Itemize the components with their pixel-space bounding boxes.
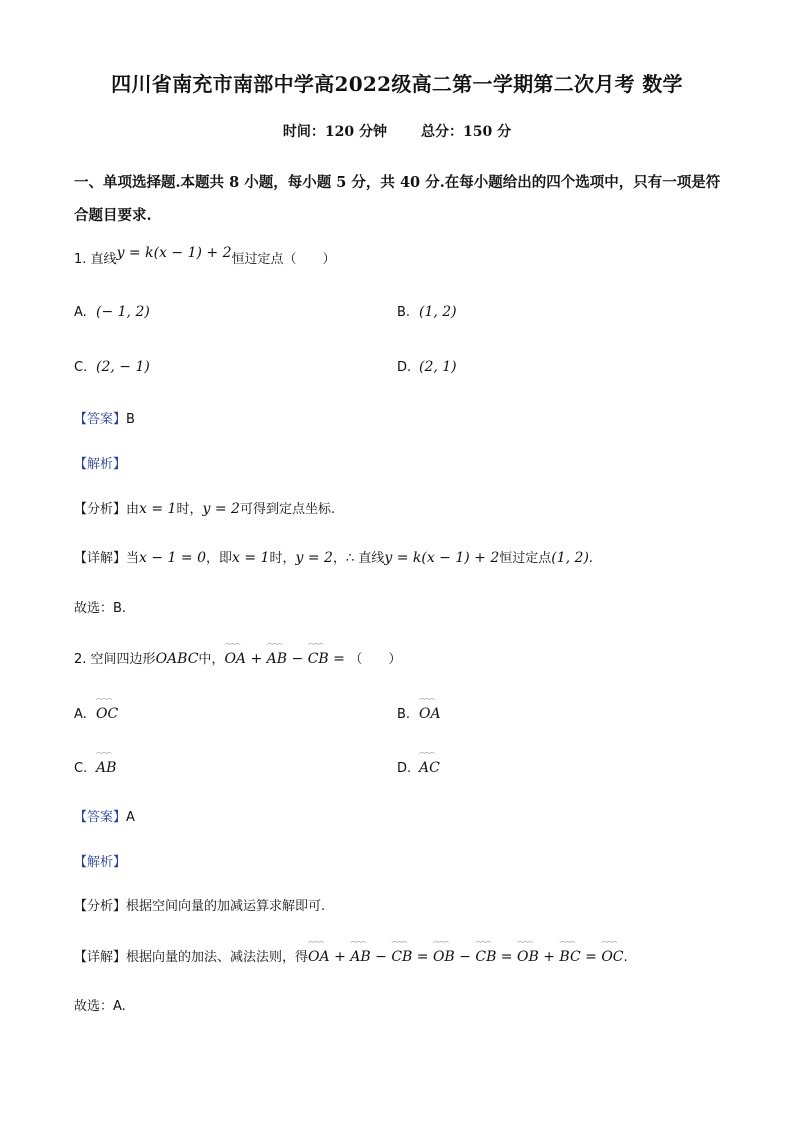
fenxi-tag: 【分析】 <box>74 899 127 914</box>
option-label: D. <box>397 360 412 375</box>
answer-tag: 【答案】 <box>74 810 127 825</box>
question-number: 2. <box>74 652 87 667</box>
stem-text: 中， <box>198 652 225 667</box>
formula: y = k(x − 1) + 2 <box>384 550 500 566</box>
stem-text: 空间四边形 <box>90 652 156 667</box>
q1-option-a <box>74 304 150 320</box>
vector: ⌒⌒⌒ BC <box>559 943 580 965</box>
detail-tag: 【详解】 <box>74 551 127 566</box>
option-label: B. <box>397 707 411 722</box>
q1-choice: 故选：B. <box>74 601 127 616</box>
text: . <box>588 551 594 566</box>
option-label: D. <box>397 761 412 776</box>
exam-meta <box>0 121 794 141</box>
text: ，即 <box>206 551 233 566</box>
formula: x − 1 = 0 <box>139 550 207 566</box>
option-value: ⌒⌒⌒ OA <box>419 700 441 722</box>
q1-option-d <box>397 359 457 375</box>
q1-detail <box>74 547 593 566</box>
stem-text: 直线 <box>90 252 117 267</box>
formula: OABC <box>155 651 199 667</box>
stem-text: （ ） <box>349 652 402 667</box>
text: 根据向量的加法、减法法则，得 <box>126 950 309 965</box>
answer-tag: 【答案】 <box>74 412 127 427</box>
question-2-stem: 2. 空间四边形OABC中，⌒⌒⌒ OA + ⌒⌒⌒ AB − ⌒⌒⌒ CB = （ ） <box>74 645 401 667</box>
formula: y = 2 <box>295 550 333 566</box>
analysis-tag: 【解析】 <box>74 457 127 472</box>
answer-value: A <box>126 810 135 825</box>
q2-answer <box>74 806 135 825</box>
q1-fenxi <box>74 498 335 517</box>
vector: ⌒⌒⌒ AB <box>267 645 287 667</box>
option-value: (2, 1) <box>419 359 457 375</box>
detail-tag: 【详解】 <box>74 950 127 965</box>
formula: (1, 2) <box>551 550 589 566</box>
text: 根据空间向量的加减运算求解即可. <box>126 899 326 914</box>
q2-fenxi <box>74 895 325 914</box>
stem-formula: y = k(x − 1) + 2 <box>116 245 232 261</box>
q1-analysis-tag <box>74 453 126 472</box>
q2-option-a <box>74 700 118 722</box>
option-label: C. <box>74 360 88 375</box>
option-value: (− 1, 2) <box>96 304 150 320</box>
q2-detail: 【详解】根据向量的加法、减法法则，得⌒⌒⌒ OA + ⌒⌒⌒ AB − ⌒⌒⌒ CB = ⌒⌒⌒ OB − ⌒⌒⌒ CB = ⌒⌒⌒ OB + ⌒⌒⌒ BC = ⌒⌒⌒ OC. <box>74 943 628 965</box>
vector: ⌒⌒⌒ OA <box>224 645 246 667</box>
option-value: (1, 2) <box>419 304 457 320</box>
stem-text: 恒过定点（ ） <box>231 252 336 267</box>
option-label: A. <box>74 707 87 722</box>
vector: ⌒⌒⌒ OC <box>601 943 623 965</box>
vector: ⌒⌒⌒ CB <box>308 645 329 667</box>
fenxi-tag: 【分析】 <box>74 502 127 517</box>
section-heading: 一、单项选择题.本题共 8 小题，每小题 5 分，共 40 分.在每小题给出的四个选项中，只有一项是符合题目要求. <box>74 174 721 224</box>
q2-option-b <box>397 700 441 722</box>
formula: x = 1 <box>139 501 177 517</box>
q1-option-c <box>74 359 150 375</box>
question-1-stem <box>74 245 336 267</box>
text: . <box>623 950 628 965</box>
analysis-tag: 【解析】 <box>74 855 127 870</box>
answer-value: B <box>126 412 135 427</box>
text: 可得到定点坐标. <box>239 502 336 517</box>
option-value: ⌒⌒⌒ AC <box>419 754 440 776</box>
question-number: 1. <box>74 252 87 267</box>
text: 时， <box>176 502 203 517</box>
formula: x = 1 <box>232 550 270 566</box>
q1-option-b <box>397 304 457 320</box>
option-label: B. <box>397 305 411 320</box>
q2-option-d <box>397 754 440 776</box>
page-title: 四川省南充市南部中学高2022级高二第一学期第二次月考 数学 <box>111 72 683 96</box>
q2-choice: 故选：A. <box>74 999 126 1014</box>
option-value: ⌒⌒⌒ AB <box>96 754 116 776</box>
exam-time: 时间：120 分钟 <box>282 124 387 140</box>
vector: ⌒⌒⌒ CB <box>391 943 412 965</box>
text: 当 <box>126 551 140 566</box>
text: 时， <box>269 551 296 566</box>
text: 由 <box>126 502 140 517</box>
q2-option-c <box>74 754 116 776</box>
option-value: ⌒⌒⌒ OC <box>96 700 118 722</box>
vector: ⌒⌒⌒ OA <box>308 943 330 965</box>
option-value: (2, − 1) <box>96 359 150 375</box>
vector: ⌒⌒⌒ CB <box>475 943 496 965</box>
vector: ⌒⌒⌒ OB <box>433 943 455 965</box>
formula: y = 2 <box>202 501 240 517</box>
text: ，∴ 直线 <box>332 551 385 566</box>
vector: ⌒⌒⌒ OB <box>517 943 539 965</box>
vector: ⌒⌒⌒ AB <box>350 943 370 965</box>
q2-analysis-tag <box>74 851 126 870</box>
option-label: C. <box>74 761 88 776</box>
q1-answer <box>74 408 135 427</box>
option-label: A. <box>74 305 87 320</box>
exam-score: 总分：150 分 <box>421 124 512 140</box>
text: 恒过定点 <box>499 551 552 566</box>
